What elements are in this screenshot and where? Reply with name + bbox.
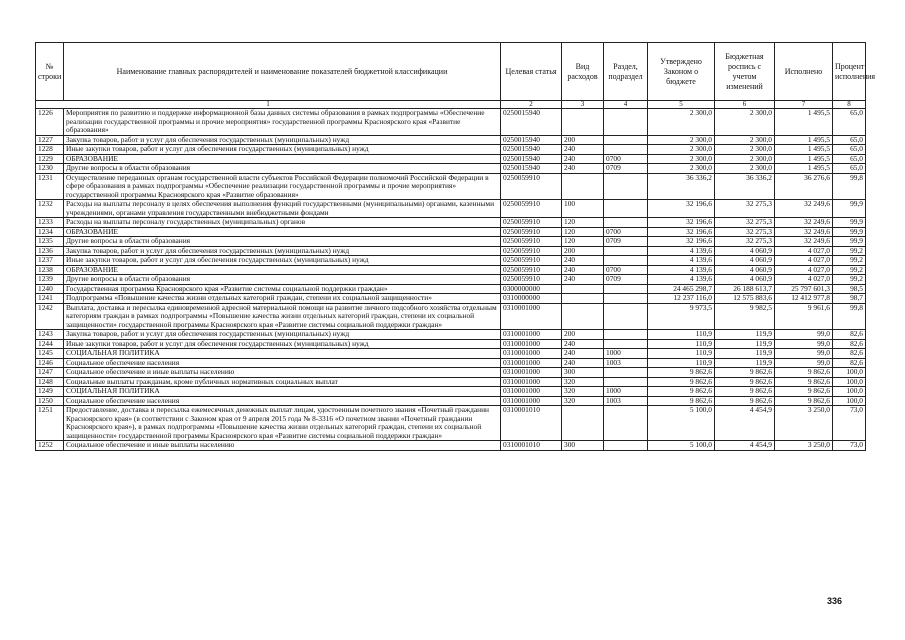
schedule-amount: 2 300,0: [715, 154, 775, 164]
schedule-amount: 32 275,3: [715, 237, 775, 247]
table-row: [36, 349, 866, 359]
section-code: 1003: [604, 358, 648, 368]
row-name: СОЦИАЛЬНАЯ ПОЛИТИКА: [64, 387, 501, 397]
expense-type: 300: [562, 368, 604, 378]
row-number: 1241: [36, 294, 64, 304]
execution-percent: 99,8: [833, 173, 866, 200]
approved-amount: 110,9: [648, 330, 715, 340]
section-code: 1000: [604, 349, 648, 359]
executed-amount: 12 412 977,8: [775, 294, 833, 304]
col-number-4: 4: [604, 101, 648, 109]
schedule-amount: 12 575 883,6: [715, 294, 775, 304]
section-code: [604, 330, 648, 340]
target-article: 0310000000: [501, 294, 562, 304]
target-article: 0310001000: [501, 303, 562, 330]
table-row: [36, 164, 866, 174]
section-code: [604, 218, 648, 228]
section-code: [604, 303, 648, 330]
schedule-amount: 4 060,9: [715, 256, 775, 266]
target-article: 0310001000: [501, 339, 562, 349]
approved-amount: 9 862,6: [648, 377, 715, 387]
expense-type: [562, 294, 604, 304]
approved-amount: 9 862,6: [648, 368, 715, 378]
target-article: 0310001000: [501, 396, 562, 406]
approved-amount: 2 300,0: [648, 109, 715, 136]
execution-percent: 65,0: [833, 164, 866, 174]
schedule-amount: 9 862,6: [715, 377, 775, 387]
section-code: [604, 246, 648, 256]
expense-type: 240: [562, 339, 604, 349]
schedule-amount: 32 275,3: [715, 218, 775, 228]
expense-type: 120: [562, 237, 604, 247]
row-number: 1251: [36, 406, 64, 441]
executed-amount: 4 027,0: [775, 256, 833, 266]
section-code: [604, 294, 648, 304]
execution-percent: 82,6: [833, 349, 866, 359]
section-code: [604, 368, 648, 378]
approved-amount: 2 300,0: [648, 135, 715, 145]
table-row: [36, 330, 866, 340]
header-row: [36, 43, 866, 101]
section-code: 0700: [604, 154, 648, 164]
target-article: 0250059910: [501, 237, 562, 247]
execution-percent: 99,2: [833, 275, 866, 285]
execution-percent: 65,0: [833, 145, 866, 155]
schedule-amount: 2 300,0: [715, 109, 775, 136]
schedule-amount: 9 862,6: [715, 387, 775, 397]
table-row: [36, 303, 866, 330]
row-number: 1228: [36, 145, 64, 155]
schedule-amount: 2 300,0: [715, 145, 775, 155]
schedule-amount: 119,9: [715, 349, 775, 359]
section-code: 1000: [604, 387, 648, 397]
table-row: [36, 275, 866, 285]
target-article: 0310001010: [501, 441, 562, 451]
expense-type: [562, 284, 604, 294]
target-article: 0250015940: [501, 109, 562, 136]
target-article: 0250059910: [501, 218, 562, 228]
expense-type: 200: [562, 135, 604, 145]
table-row: [36, 218, 866, 228]
row-number: 1231: [36, 173, 64, 200]
executed-amount: 9 961,6: [775, 303, 833, 330]
table-row: [36, 145, 866, 155]
row-name: Социальное обеспечение и иные выплаты населению: [64, 368, 501, 378]
approved-amount: 24 465 298,7: [648, 284, 715, 294]
approved-amount: 4 139,6: [648, 246, 715, 256]
row-name: ОБРАЗОВАНИЕ: [64, 227, 501, 237]
target-article: 0250059910: [501, 265, 562, 275]
approved-amount: 110,9: [648, 349, 715, 359]
target-article: 0310001000: [501, 330, 562, 340]
section-code: [604, 109, 648, 136]
execution-percent: 98,5: [833, 284, 866, 294]
execution-percent: 100,0: [833, 377, 866, 387]
row-number: 1227: [36, 135, 64, 145]
budget-table: [35, 42, 876, 451]
col-header-section: Раздел, подраздел: [604, 43, 648, 101]
executed-amount: 4 027,0: [775, 246, 833, 256]
expense-type: 100: [562, 200, 604, 218]
section-code: 0700: [604, 265, 648, 275]
execution-percent: 99,2: [833, 256, 866, 266]
target-article: 0250059910: [501, 227, 562, 237]
section-code: 0700: [604, 227, 648, 237]
execution-percent: 65,0: [833, 154, 866, 164]
row-number: 1243: [36, 330, 64, 340]
target-article: 0310001000: [501, 387, 562, 397]
col-header-target-article: Целевая статья: [501, 43, 562, 101]
execution-percent: 73,0: [833, 406, 866, 441]
row-name: ОБРАЗОВАНИЕ: [64, 154, 501, 164]
target-article: 0250059910: [501, 275, 562, 285]
executed-amount: 99,0: [775, 330, 833, 340]
expense-type: 200: [562, 330, 604, 340]
section-code: [604, 135, 648, 145]
execution-percent: 65,0: [833, 109, 866, 136]
row-number: 1240: [36, 284, 64, 294]
section-code: 0709: [604, 164, 648, 174]
col-number-2: 2: [501, 101, 562, 109]
row-name: Социальное обеспечение и иные выплаты населению: [64, 441, 501, 451]
target-article: 0250059910: [501, 173, 562, 200]
col-header-approved: Утверждено Законом о бюджете: [648, 43, 715, 101]
row-name: Другие вопросы в области образования: [64, 237, 501, 247]
col-header-percent: Процент исполнения: [833, 43, 866, 101]
expense-type: [562, 303, 604, 330]
row-number: 1235: [36, 237, 64, 247]
section-code: [604, 406, 648, 441]
row-name: Социальное обеспечение населения: [64, 396, 501, 406]
executed-amount: 1 495,5: [775, 145, 833, 155]
row-number: 1239: [36, 275, 64, 285]
table-row: [36, 173, 866, 200]
expense-type: [562, 109, 604, 136]
schedule-amount: 119,9: [715, 330, 775, 340]
col-number-7: 7: [775, 101, 833, 109]
section-code: [604, 256, 648, 266]
approved-amount: 9 862,6: [648, 396, 715, 406]
approved-amount: 110,9: [648, 339, 715, 349]
row-number: 1242: [36, 303, 64, 330]
approved-amount: 9 862,6: [648, 387, 715, 397]
target-article: 0250015940: [501, 164, 562, 174]
execution-percent: 100,0: [833, 368, 866, 378]
executed-amount: 32 249,6: [775, 227, 833, 237]
row-name: Иные закупки товаров, работ и услуг для обеспечения государственных (муниципальных) нужд: [64, 145, 501, 155]
expense-type: 300: [562, 441, 604, 451]
page-number: 336: [827, 596, 843, 606]
target-article: 0310001000: [501, 377, 562, 387]
approved-amount: 32 196,6: [648, 237, 715, 247]
executed-amount: 9 862,6: [775, 377, 833, 387]
target-article: 0250015940: [501, 145, 562, 155]
row-name: Социальное обеспечение населения: [64, 358, 501, 368]
expense-type: [562, 406, 604, 441]
row-number: 1252: [36, 441, 64, 451]
col-number-5: 5: [648, 101, 715, 109]
col-number-8: 8: [833, 101, 866, 109]
table-row: [36, 109, 866, 136]
execution-percent: 98,7: [833, 294, 866, 304]
expense-type: 240: [562, 154, 604, 164]
row-name: Другие вопросы в области образования: [64, 275, 501, 285]
expense-type: 240: [562, 164, 604, 174]
schedule-amount: 119,9: [715, 358, 775, 368]
executed-amount: 32 249,6: [775, 237, 833, 247]
schedule-amount: 26 188 613,7: [715, 284, 775, 294]
execution-percent: 99,8: [833, 303, 866, 330]
col-number-3: 3: [562, 101, 604, 109]
schedule-amount: 36 336,2: [715, 173, 775, 200]
section-code: [604, 441, 648, 451]
row-number: 1244: [36, 339, 64, 349]
executed-amount: 4 027,0: [775, 275, 833, 285]
row-name: ОБРАЗОВАНИЕ: [64, 265, 501, 275]
executed-amount: 9 862,6: [775, 368, 833, 378]
row-name: Расходы на выплаты персоналу государственных (муниципальных) органов: [64, 218, 501, 228]
col-header-name: Наименование главных распорядителей и наименование показателей бюджетной классификации: [64, 43, 501, 101]
row-number: 1246: [36, 358, 64, 368]
approved-amount: 5 100,0: [648, 441, 715, 451]
row-number: 1248: [36, 377, 64, 387]
schedule-amount: 9 862,6: [715, 368, 775, 378]
row-name: Иные закупки товаров, работ и услуг для обеспечения государственных (муниципальных) нужд: [64, 256, 501, 266]
expense-type: 240: [562, 265, 604, 275]
target-article: 0310001000: [501, 349, 562, 359]
executed-amount: 3 250,0: [775, 406, 833, 441]
executed-amount: 1 495,5: [775, 109, 833, 136]
col-header-row-number: № строки: [36, 43, 64, 101]
row-number: 1245: [36, 349, 64, 359]
schedule-amount: 4 060,9: [715, 265, 775, 275]
row-number: 1237: [36, 256, 64, 266]
row-number: 1247: [36, 368, 64, 378]
row-name: Закупка товаров, работ и услуг для обеспечения государственных (муниципальных) нужд: [64, 135, 501, 145]
table-row: [36, 441, 866, 451]
row-name: Осуществление переданных органам государственной власти субъектов Российской Федерации полномочий Российской Федерации в сфере образования в рамках подпрограммы «Обеспечение реализации государственной программы и прочие мероприятия» государственной программы Красноярского края «Развитие образования»: [64, 173, 501, 200]
approved-amount: 4 139,6: [648, 265, 715, 275]
executed-amount: 36 276,6: [775, 173, 833, 200]
section-code: 0709: [604, 237, 648, 247]
row-name: Расходы на выплаты персоналу в целях обеспечения выполнения функций государственными (муниципальными) органами, казенными учреждениями, органами управления государственными внебюджетными фондами: [64, 200, 501, 218]
col-number-6: 6: [715, 101, 775, 109]
executed-amount: 25 797 601,3: [775, 284, 833, 294]
expense-type: 240: [562, 145, 604, 155]
execution-percent: 82,6: [833, 339, 866, 349]
expense-type: 240: [562, 275, 604, 285]
row-number: 1249: [36, 387, 64, 397]
approved-amount: 110,9: [648, 358, 715, 368]
approved-amount: 32 196,6: [648, 200, 715, 218]
section-code: [604, 173, 648, 200]
row-name: Закупка товаров, работ и услуг для обеспечения государственных (муниципальных) нужд: [64, 246, 501, 256]
expense-type: 240: [562, 358, 604, 368]
row-name: Предоставление, доставка и пересылка ежемесячных денежных выплат лицам, удостоенным почетного звания «Почетный гражданин Красноярского края» (в соответствии с Законом края от 9 апреля 2015 года № 8-3316 «О почетном звании «Почетный гражданин Красноярского края»), в рамках подпрограммы «Повышение качества жизни отдельных категорий граждан, степени их социальной защищенности» государственной программы Красноярского края «Развитие системы социальной поддержки граждан»: [64, 406, 501, 441]
schedule-amount: 4 454,9: [715, 406, 775, 441]
table-row: [36, 368, 866, 378]
target-article: 0250015940: [501, 154, 562, 164]
expense-type: 120: [562, 218, 604, 228]
approved-amount: 32 196,6: [648, 227, 715, 237]
execution-percent: 100,0: [833, 396, 866, 406]
row-name: Другие вопросы в области образования: [64, 164, 501, 174]
row-name: Социальные выплаты гражданам, кроме публичных нормативных социальных выплат: [64, 377, 501, 387]
table-row: [36, 339, 866, 349]
executed-amount: 1 495,5: [775, 135, 833, 145]
expense-type: 120: [562, 227, 604, 237]
executed-amount: 99,0: [775, 349, 833, 359]
schedule-amount: 4 454,9: [715, 441, 775, 451]
schedule-amount: 9 862,6: [715, 396, 775, 406]
schedule-amount: 119,9: [715, 339, 775, 349]
row-number: 1232: [36, 200, 64, 218]
col-number-1: 1: [36, 101, 501, 109]
target-article: 0300000000: [501, 284, 562, 294]
row-number: 1226: [36, 109, 64, 136]
section-code: [604, 284, 648, 294]
table-row: [36, 387, 866, 397]
executed-amount: 9 862,6: [775, 396, 833, 406]
schedule-amount: 4 060,9: [715, 246, 775, 256]
execution-percent: 99,9: [833, 218, 866, 228]
approved-amount: 4 139,6: [648, 275, 715, 285]
row-number: 1236: [36, 246, 64, 256]
schedule-amount: 32 275,3: [715, 227, 775, 237]
executed-amount: 99,0: [775, 358, 833, 368]
table-row: [36, 237, 866, 247]
table-row: [36, 256, 866, 266]
executed-amount: 32 249,6: [775, 218, 833, 228]
target-article: 0310001000: [501, 368, 562, 378]
col-header-schedule: Бюджетная роспись с учетом изменений: [715, 43, 775, 101]
target-article: 0310001000: [501, 358, 562, 368]
row-name: Мероприятия по развитию и поддержке информационной базы данных системы образования в рамках подпрограммы «Обеспечение реализации государственной программы и прочие мероприятия» государственной программы Красноярского края «Развитие образования»: [64, 109, 501, 136]
executed-amount: 32 249,6: [775, 200, 833, 218]
row-number: 1230: [36, 164, 64, 174]
table-row: [36, 200, 866, 218]
row-name: Государственная программа Красноярского края «Развитие системы социальной поддержки граждан»: [64, 284, 501, 294]
schedule-amount: 4 060,9: [715, 275, 775, 285]
schedule-amount: 2 300,0: [715, 164, 775, 174]
execution-percent: 65,0: [833, 135, 866, 145]
execution-percent: 99,9: [833, 200, 866, 218]
row-name: СОЦИАЛЬНАЯ ПОЛИТИКА: [64, 349, 501, 359]
expense-type: 240: [562, 349, 604, 359]
target-article: 0250059910: [501, 246, 562, 256]
row-number: 1250: [36, 396, 64, 406]
schedule-amount: 32 275,3: [715, 200, 775, 218]
approved-amount: 2 300,0: [648, 145, 715, 155]
executed-amount: 4 027,0: [775, 265, 833, 275]
schedule-amount: 9 982,5: [715, 303, 775, 330]
expense-type: [562, 173, 604, 200]
approved-amount: 32 196,6: [648, 218, 715, 228]
target-article: 0250059910: [501, 200, 562, 218]
section-code: [604, 200, 648, 218]
row-number: 1233: [36, 218, 64, 228]
col-header-executed: Исполнено: [775, 43, 833, 101]
schedule-amount: 2 300,0: [715, 135, 775, 145]
col-header-expense-type: Вид расходов: [562, 43, 604, 101]
execution-percent: 73,0: [833, 441, 866, 451]
approved-amount: 2 300,0: [648, 154, 715, 164]
target-article: 0310001010: [501, 406, 562, 441]
execution-percent: 99,9: [833, 227, 866, 237]
expense-type: 320: [562, 377, 604, 387]
section-code: 0709: [604, 275, 648, 285]
execution-percent: 99,2: [833, 265, 866, 275]
table-row: [36, 294, 866, 304]
executed-amount: 9 862,6: [775, 387, 833, 397]
execution-percent: 100,0: [833, 387, 866, 397]
approved-amount: 2 300,0: [648, 164, 715, 174]
execution-percent: 99,2: [833, 246, 866, 256]
section-code: 1003: [604, 396, 648, 406]
row-name: Закупка товаров, работ и услуг для обеспечения государственных (муниципальных) нужд: [64, 330, 501, 340]
expense-type: 320: [562, 396, 604, 406]
execution-percent: 99,9: [833, 237, 866, 247]
approved-amount: 4 139,6: [648, 256, 715, 266]
section-code: [604, 145, 648, 155]
execution-percent: 82,6: [833, 330, 866, 340]
executed-amount: 1 495,5: [775, 164, 833, 174]
executed-amount: 3 250,0: [775, 441, 833, 451]
target-article: 0250015940: [501, 135, 562, 145]
table-row: [36, 406, 866, 441]
row-name: Подпрограмма «Повышение качества жизни отдельных категорий граждан, степени их социальной защищенности»: [64, 294, 501, 304]
expense-type: 200: [562, 246, 604, 256]
table-row: [36, 377, 866, 387]
approved-amount: 5 100,0: [648, 406, 715, 441]
row-name: Иные закупки товаров, работ и услуг для обеспечения государственных (муниципальных) нужд: [64, 339, 501, 349]
row-number: 1234: [36, 227, 64, 237]
approved-amount: 36 336,2: [648, 173, 715, 200]
target-article: 0250059910: [501, 256, 562, 266]
approved-amount: 12 237 116,0: [648, 294, 715, 304]
expense-type: 240: [562, 256, 604, 266]
row-number: 1229: [36, 154, 64, 164]
executed-amount: 1 495,5: [775, 154, 833, 164]
row-name: Выплата, доставка и пересылка единовременной адресной материальной помощи на развитие личного подсобного хозяйства отдельным категориям граждан в рамках подпрограммы «Повышение качества жизни отдельных категорий граждан, степени их социальной защищенности» государственной программы Красноярского края «Развитие системы социальной поддержки граждан»: [64, 303, 501, 330]
executed-amount: 99,0: [775, 339, 833, 349]
execution-percent: 82,6: [833, 358, 866, 368]
row-number: 1238: [36, 265, 64, 275]
approved-amount: 9 973,5: [648, 303, 715, 330]
expense-type: 320: [562, 387, 604, 397]
